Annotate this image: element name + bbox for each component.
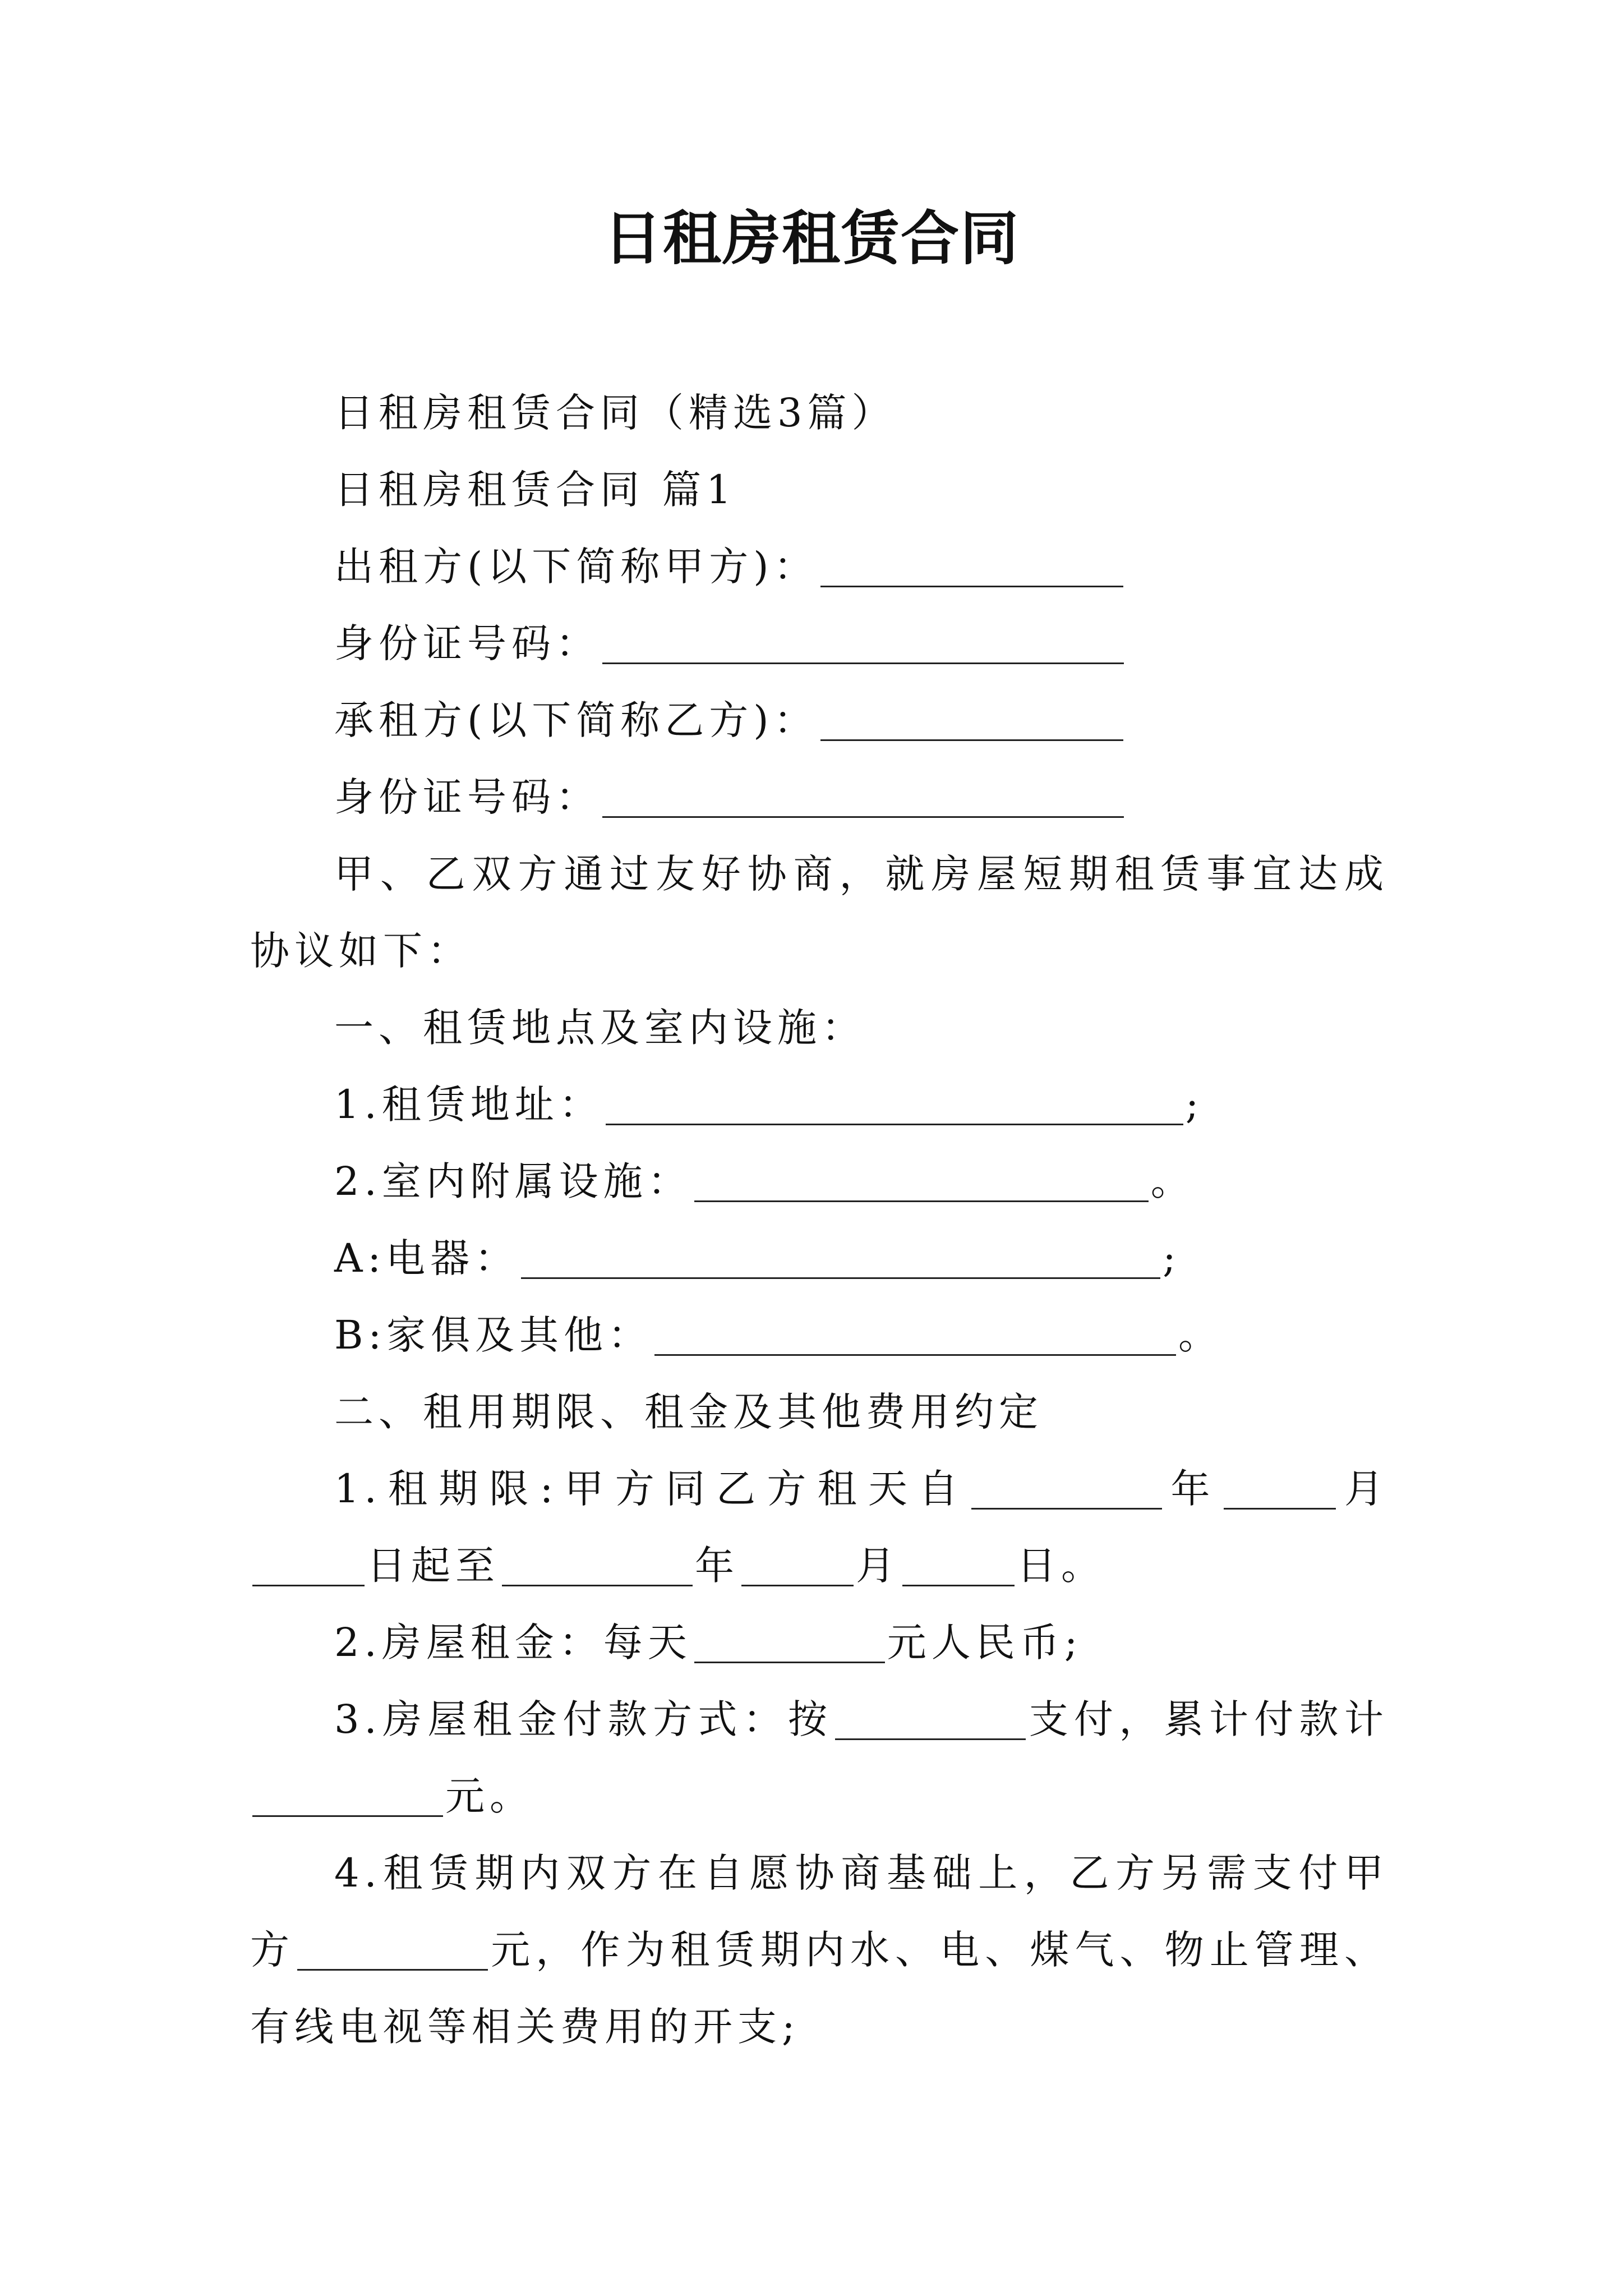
end-year-blank [502, 1547, 693, 1586]
extra-fee-description: 元，作为租赁期内水、电、煤气、物止管理、有线电视等相关费用的开支; [250, 1927, 1389, 2050]
payment-total-unit: 元。 [445, 1773, 534, 1819]
rental-address-label: 1.租赁地址： [334, 1082, 603, 1128]
clause-2-4 [250, 1835, 1389, 2065]
intro-paragraph: 甲、乙双方通过友好协商，就房屋短期租赁事宜达成协议如下： [250, 851, 1389, 974]
appliances-blank [521, 1240, 1160, 1279]
clause-1-a [250, 1220, 1389, 1297]
lessee-id-line [250, 759, 1389, 836]
year-label: 年 [1164, 1466, 1221, 1512]
section-heading: 日租房租赁合同 篇1 [334, 467, 736, 513]
extra-fee-blank [297, 1931, 488, 1971]
part1-heading: 一、租赁地点及室内设施： [334, 1005, 866, 1051]
start-month-blank [1224, 1470, 1336, 1510]
lessor-id-label: 身份证号码： [334, 620, 600, 666]
lessor-blank [820, 548, 1123, 587]
lessee-blank [820, 702, 1123, 741]
clause-1-b [250, 1297, 1389, 1374]
month-label-2: 月 [856, 1543, 900, 1589]
daily-rent-unit: 元人民币; [887, 1619, 1083, 1665]
clause-2-1 [250, 1451, 1389, 1604]
lessee-label: 承租方(以下简称乙方)： [334, 697, 818, 743]
facilities-blank [694, 1163, 1149, 1202]
term-label: 1.租期限:甲方同乙方租天自 [334, 1466, 970, 1512]
end-day-blank [902, 1547, 1015, 1586]
start-day-blank [252, 1547, 365, 1586]
document-title: 日租房租赁合同 [603, 204, 1020, 273]
year-label-2: 年 [695, 1543, 739, 1589]
daily-rent-blank [694, 1624, 885, 1663]
part2-heading: 二、租用期限、租金及其他费用约定 [334, 1389, 1043, 1435]
day-label-2: 日。 [1017, 1543, 1105, 1589]
payment-method-blank [835, 1701, 1026, 1740]
payment-total-blank [252, 1778, 443, 1817]
clause-1-2-end: 。 [1150, 1158, 1195, 1204]
lessor-label: 出租方(以下简称甲方)： [334, 544, 818, 590]
clause-1-1-end: ; [1185, 1082, 1204, 1128]
appliances-label: A:电器： [334, 1235, 519, 1281]
lessor-id-blank [602, 625, 1124, 664]
document-body [250, 375, 1389, 2065]
start-year-blank [971, 1470, 1162, 1510]
clause-2-2 [250, 1604, 1389, 1681]
rental-address-blank [606, 1086, 1183, 1125]
lessee-id-blank [602, 779, 1124, 818]
lessee-id-label: 身份证号码： [334, 774, 600, 820]
payment-total-label: 支付，累计付款计 [1028, 1696, 1389, 1742]
month-label: 月 [1338, 1466, 1389, 1512]
payment-method-label: 3.房屋租金付款方式：按 [334, 1696, 833, 1742]
furniture-blank [654, 1317, 1176, 1356]
daily-rent-label: 2.房屋租金：每天 [334, 1619, 692, 1665]
extra-fee-label: 4.租赁期内双方在自愿协商基础上，乙方另需支付甲方 [250, 1850, 1389, 1973]
end-month-blank [741, 1547, 854, 1586]
lessor-line [250, 528, 1389, 605]
lessor-id-line [250, 605, 1389, 682]
clause-1-a-end: ; [1163, 1235, 1181, 1281]
lessee-line [250, 682, 1389, 759]
from-label: 日起至 [367, 1543, 500, 1589]
subtitle: 日租房租赁合同（精选3篇） [334, 390, 896, 436]
furniture-label: B:家俱及其他： [334, 1312, 653, 1358]
clause-1-1 [250, 1066, 1389, 1143]
clause-1-b-end: 。 [1178, 1312, 1223, 1358]
facilities-label: 2.室内附属设施： [334, 1158, 692, 1204]
clause-1-2 [250, 1143, 1389, 1220]
clause-2-3 [250, 1681, 1389, 1835]
